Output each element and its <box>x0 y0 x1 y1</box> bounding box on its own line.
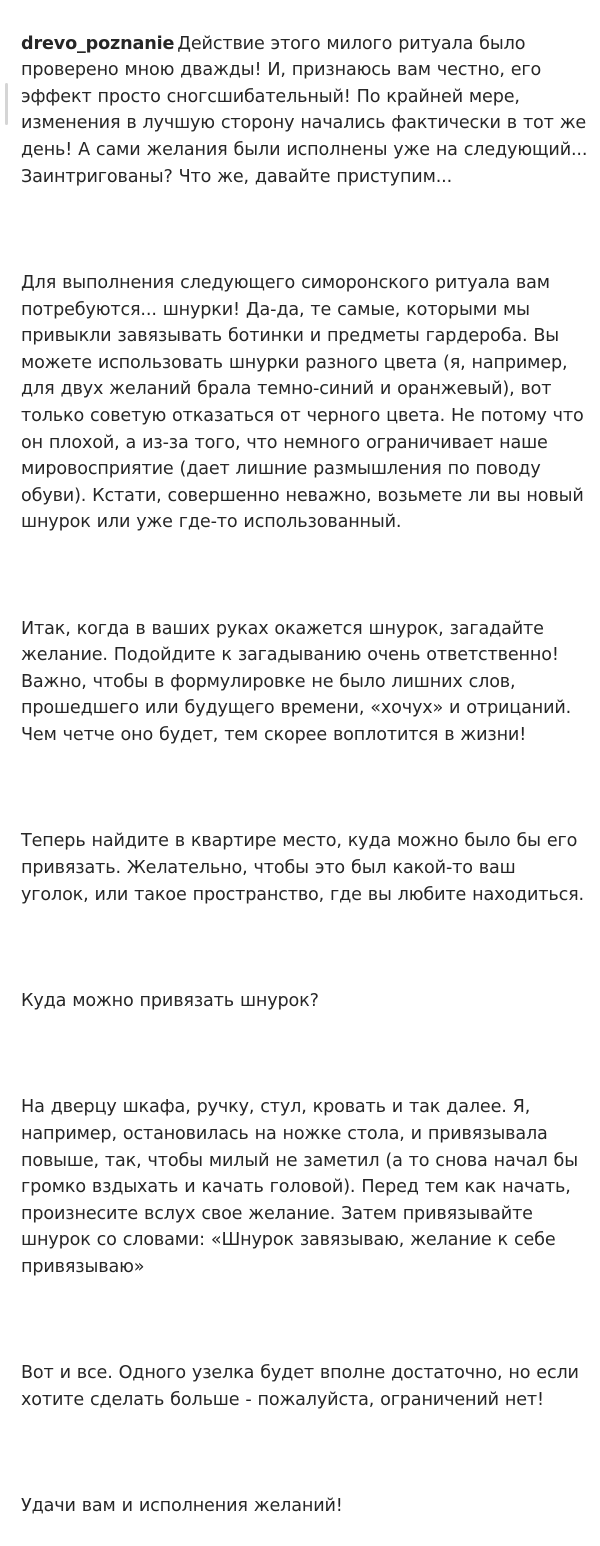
caption-paragraph-2: Для выполнения следующего симоронского ритуала вам потребуются... шнурки! Да-да, те самые, которыми мы привыкли завязывать ботинки и предметы гардероба. Вы можете использовать шнурки разного цвета (я, например, для двух желаний брала темно-синий и оранжевый), вот только советую отказаться от черного цвета. Не потому что он плохой, а из-за того, что немного ограничивает наше мировосприятие (дает лишние размышления по поводу обуви). Кстати, совершенно неважно, возьмете ли вы новый шнурок или уже где-то использованный. <box>21 272 584 533</box>
scroll-indicator[interactable] <box>5 83 8 125</box>
post-caption <box>21 4 593 1546</box>
caption-text: Действие этого милого ритуала было проверено мною дважды! И, признаюсь вам честно, его эффект просто сногсшибательный! По крайней мере, изменения в лучшую сторону начались фактически в тот же день! А сами желания были исполнены уже на следующий... Заинтригованы? Что же, давайте приступим... <box>21 33 588 187</box>
caption-paragraph-6: На дверцу шкафа, ручку, стул, кровать и так далее. Я, например, остановилась на ножке стола, и привязывала повыше, так, чтобы милый не заметил (а то снова начал бы громко вздыхать и качать головой). Перед тем как начать, произнесите вслух свое желание. Затем привязывайте шнурок со словами: «Шнурок завязываю, желание к себе привязываю» <box>21 1097 578 1277</box>
caption-paragraph-3: Итак, когда в ваших руках окажется шнурок, загадайте желание. Подойдите к загадыванию очень ответственно! Важно, чтобы в формулировке не было лишних слов, прошедшего или будущего времени, «хочух» и отрицаний. Чем четче оно будет, тем скорее воплотится в жизни! <box>21 618 572 746</box>
caption-paragraph-7: Вот и все. Одного узелка будет вполне достаточно, но если хотите сделать больше - пожалуйста, ограничений нет! <box>21 1363 579 1410</box>
caption-paragraph-5: Куда можно привязать шнурок? <box>21 990 319 1011</box>
caption-paragraph-1 <box>21 31 593 191</box>
caption-paragraph-8: Удачи вам и исполнения желаний! <box>21 1496 343 1517</box>
username-link[interactable]: drevo_poznanie <box>21 33 175 54</box>
caption-paragraph-4: Теперь найдите в квартире место, куда можно было бы его привязать. Желательно, чтобы это был какой-то ваш уголок, или такое пространство, где вы любите находиться. <box>21 831 584 905</box>
